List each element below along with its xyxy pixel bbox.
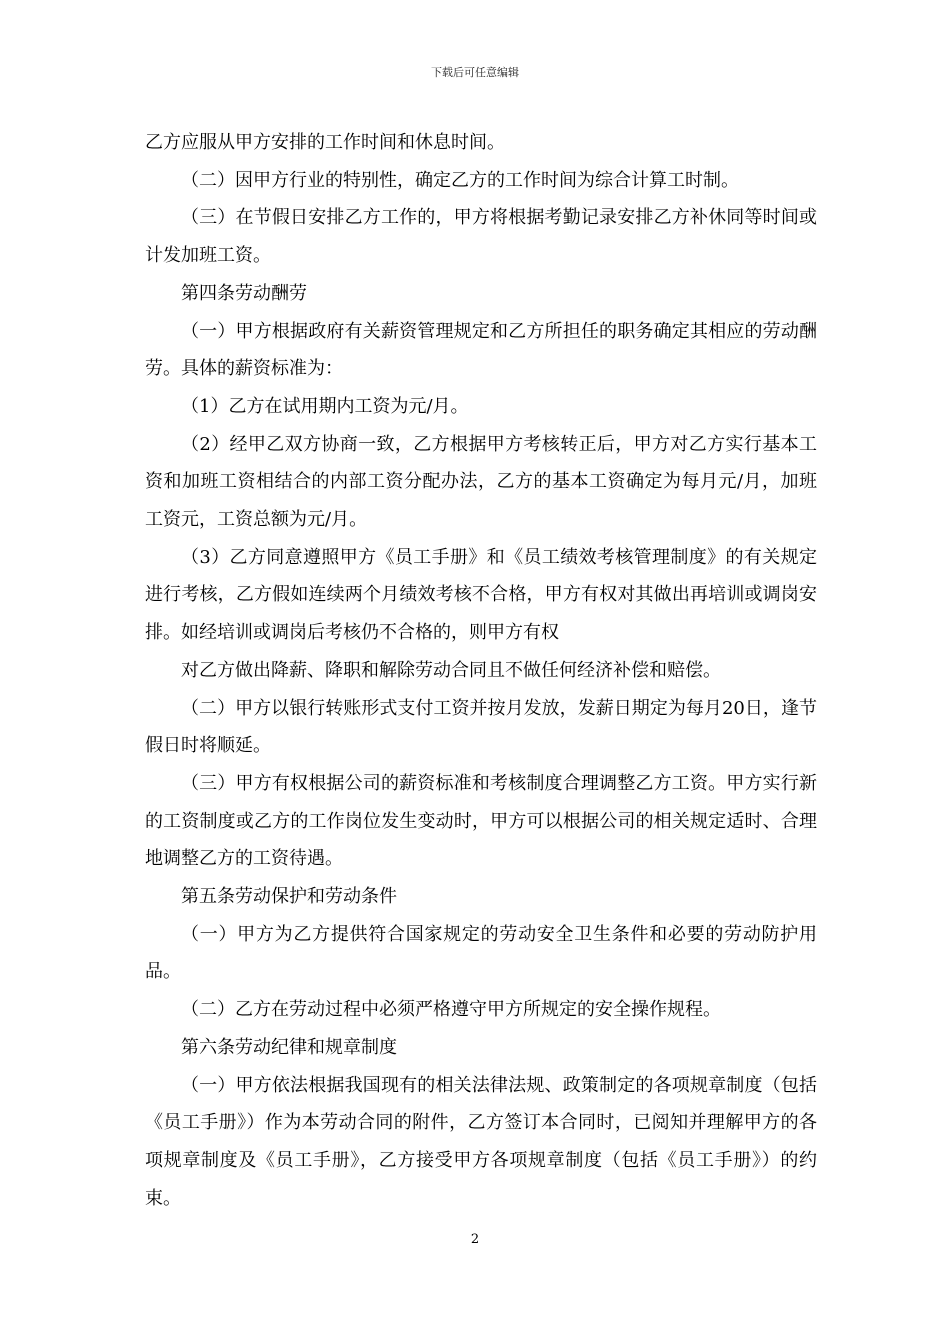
- paragraph: 对乙方做出降薪、降职和解除劳动合同且不做任何经济补偿和赔偿。: [181, 659, 721, 681]
- section-heading: 第五条劳动保护和劳动条件: [181, 886, 397, 908]
- paragraph: （二）乙方在劳动过程中必须严格遵守甲方所规定的安全操作规程。: [181, 999, 721, 1021]
- paragraph: （三）甲方有权根据公司的薪资标准和考核制度合理调整乙方工资。甲方实行新的工资制度或乙方的工作岗位发生变动时，甲方可以根据公司的相关规定适时、合理地调整乙方的工资待遇。: [145, 772, 817, 870]
- paragraph: （2）经甲乙双方协商一致，乙方根据甲方考核转正后，甲方对乙方实行基本工资和加班工资相结合的内部工资分配办法，乙方的基本工资确定为每月元/月，加班工资元，工资总额为元/月。: [145, 433, 817, 531]
- document-body: [145, 124, 817, 1217]
- paragraph: 乙方应服从甲方安排的工作时间和休息时间。: [145, 132, 505, 153]
- paragraph: （一）甲方根据政府有关薪资管理规定和乙方所担任的职务确定其相应的劳动酬劳。具体的薪资标准为：: [145, 320, 817, 380]
- paragraph: （3）乙方同意遵照甲方《员工手册》和《员工绩效考核管理制度》的有关规定进行考核，乙方假如连续两个月绩效考核不合格，甲方有权对其做出再培训或调岗安排。如经培训或调岗后考核仍不合格的，则甲方有权: [145, 546, 817, 644]
- paragraph: （三）在节假日安排乙方工作的，甲方将根据考勤记录安排乙方补休同等时间或计发加班工资。: [145, 207, 817, 267]
- page-number: 2: [470, 1232, 480, 1247]
- paragraph: （一）甲方依法根据我国现有的相关法律法规、政策制定的各项规章制度（包括《员工手册》）作为本劳动合同的附件，乙方签订本合同时，已阅知并理解甲方的各项规章制度及《员工手册》，乙方接受甲方各项规章制度（包括《员工手册》）的约束。: [145, 1074, 817, 1209]
- page-header: 下载后可任意编辑: [431, 66, 519, 79]
- paragraph: （1）乙方在试用期内工资为元/月。: [181, 395, 469, 417]
- paragraph: （二）甲方以银行转账形式支付工资并按月发放，发薪日期定为每月20日，逢节假日时将顺延。: [145, 697, 817, 757]
- paragraph: （二）因甲方行业的特别性，确定乙方的工作时间为综合计算工时制。: [181, 169, 739, 191]
- section-heading: 第六条劳动纪律和规章制度: [181, 1036, 397, 1058]
- section-heading: 第四条劳动酬劳: [181, 282, 307, 304]
- paragraph: （一）甲方为乙方提供符合国家规定的劳动安全卫生条件和必要的劳动防护用品。: [145, 923, 817, 983]
